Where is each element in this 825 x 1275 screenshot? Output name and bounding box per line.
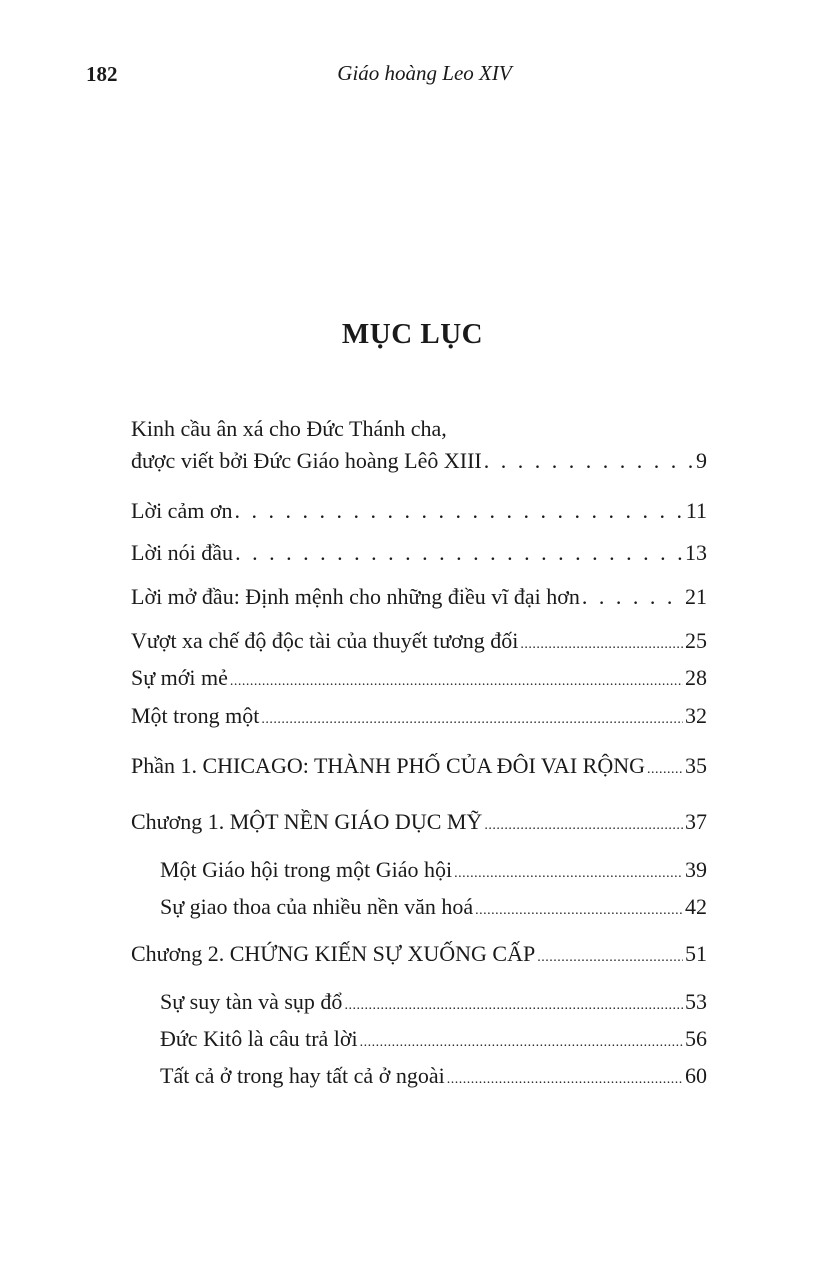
dot-leader — [234, 495, 683, 527]
toc-entry-page: 32 — [685, 703, 707, 728]
toc-entry-page: 28 — [685, 665, 707, 690]
dot-leader — [484, 806, 683, 842]
toc-entry-text: Sự suy tàn và sụp đổ — [160, 989, 343, 1014]
toc-entry-church-in-church[interactable] — [131, 854, 707, 890]
toc-entry-text: Sự giao thoa của nhiều nền văn hoá — [160, 894, 474, 919]
dot-leader — [230, 662, 683, 698]
toc-entry-page: 53 — [685, 989, 707, 1014]
toc-entry-page: 56 — [685, 1026, 707, 1051]
toc-entry-relativism[interactable] — [131, 625, 707, 661]
toc-entry-page: 51 — [685, 941, 707, 966]
toc-entry-text: Phần 1. CHICAGO: THÀNH PHỐ CỦA ĐÔI VAI RỘNG — [131, 753, 645, 778]
toc-entry-decline[interactable] — [131, 986, 707, 1022]
toc-entry-part-1[interactable] — [131, 750, 707, 786]
page-header — [0, 58, 825, 92]
toc-entry-christ-answer[interactable] — [131, 1023, 707, 1059]
toc-entry-text: Tất cả ở trong hay tất cả ở ngoài — [160, 1063, 445, 1088]
toc-entry-text: Đức Kitô là câu trả lời — [160, 1026, 358, 1051]
toc-entry-prayer[interactable] — [131, 413, 707, 477]
toc-entry-page: 39 — [685, 857, 707, 882]
toc-entry-acknowledgements[interactable] — [131, 495, 707, 527]
toc-entry-novelty[interactable] — [131, 662, 707, 698]
toc-entry-text: Một trong một — [131, 703, 260, 728]
toc-entry-all-in-or-out[interactable] — [131, 1060, 707, 1096]
toc-entry-introduction[interactable] — [131, 581, 707, 613]
toc-entry-page: 25 — [685, 628, 707, 653]
dot-leader — [520, 625, 683, 661]
dot-leader — [647, 750, 683, 786]
toc-entry-text: Chương 2. CHỨNG KIẾN SỰ XUỐNG CẤP — [131, 941, 536, 966]
dot-leader — [261, 700, 683, 736]
toc-entry-page: 9 — [696, 448, 707, 473]
toc-entry-page: 60 — [685, 1063, 707, 1088]
toc-entry-text: Một Giáo hội trong một Giáo hội — [160, 857, 453, 882]
toc-entry-page: 37 — [685, 809, 707, 834]
toc-entry-text: Sự mới mẻ — [131, 665, 228, 690]
dot-leader — [582, 581, 683, 613]
toc-entry-page: 13 — [685, 540, 707, 565]
page-number: 182 — [86, 62, 118, 86]
toc-entry-text: Lời mở đầu: Định mệnh cho những điều vĩ đại hơn — [131, 584, 580, 609]
toc-entry-text: Lời cảm ơn — [131, 498, 233, 523]
toc-entry-chapter-2[interactable] — [131, 938, 707, 974]
toc-entry-page: 42 — [685, 894, 707, 919]
dot-leader — [447, 1060, 683, 1096]
toc-entry-text: được viết bởi Đức Giáo hoàng Lêô XIII — [131, 448, 482, 473]
toc-entry-one-in-one[interactable] — [131, 700, 707, 736]
dot-leader — [537, 938, 683, 974]
dot-leader — [454, 854, 683, 890]
toc-entry-page: 11 — [685, 498, 707, 523]
dot-leader — [344, 986, 683, 1022]
dot-leader — [475, 891, 683, 927]
toc-entry-page: 21 — [685, 584, 707, 609]
toc-entry-text: Vượt xa chế độ độc tài của thuyết tương đối — [131, 628, 519, 653]
toc-title: MỤC LỤC — [341, 318, 484, 350]
toc-entry-foreword[interactable] — [131, 537, 707, 569]
toc-entry-cultures[interactable] — [131, 891, 707, 927]
toc-entry-page: 35 — [685, 753, 707, 778]
toc-entry-text: Chương 1. MỘT NỀN GIÁO DỤC MỸ — [131, 809, 483, 834]
dot-leader — [360, 1023, 683, 1059]
toc-entry-text: Lời nói đầu — [131, 540, 234, 565]
toc-entry-chapter-1[interactable] — [131, 806, 707, 842]
running-title: Giáo hoàng Leo XIV — [337, 61, 512, 85]
dot-leader — [484, 445, 694, 477]
toc-entry-text-line1: Kinh cầu ân xá cho Đức Thánh cha, — [131, 416, 447, 441]
dot-leader — [235, 537, 683, 569]
